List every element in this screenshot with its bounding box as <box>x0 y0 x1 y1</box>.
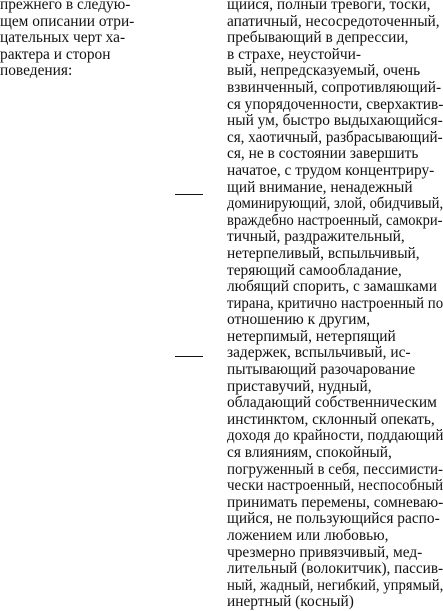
right-text-line: тирана, критично настроенный по <box>227 294 443 312</box>
right-column-text <box>227 0 443 611</box>
right-text-line: ся влияниям, спокойный, <box>227 444 392 462</box>
right-text-line: нетерпимый, нетерпящий <box>227 327 396 345</box>
section-dash-separator <box>175 194 203 195</box>
right-text-line: чрезмерно привязчивый, мед- <box>227 543 423 561</box>
right-text-line: начатое, с трудом концентриру- <box>227 161 435 179</box>
right-text-line: доходя до крайности, поддающий <box>227 427 443 445</box>
left-text-line: поведения: <box>0 62 73 80</box>
right-text-line: ся, не в состоянии завершить <box>227 145 419 163</box>
right-text-line: ный, жадный, негибкий, упрямый, <box>227 576 443 594</box>
right-text-line: принимать перемены, сомневаю- <box>227 493 443 511</box>
right-text-line: ся упорядоченности, сверхактив- <box>227 95 443 113</box>
left-column-text <box>0 0 185 80</box>
right-text-line: пытывающий разочарование <box>227 361 416 379</box>
right-text-line: щийся, не пользующийся распо- <box>227 510 440 528</box>
right-text-line: нетерпеливый, вспыльчивый, <box>227 244 420 262</box>
right-text-line: щий внимание, ненадежный <box>227 178 413 196</box>
right-text-line: приставучий, нудный, <box>227 377 372 395</box>
right-text-line: чески настроенный, неспособный <box>227 477 443 495</box>
right-text-line: лительный (волокитчик), пассив- <box>227 560 443 578</box>
right-text-line: ный ум, быстро выдыхающийся- <box>227 112 443 130</box>
left-text-line: прежнего в следую- <box>0 0 131 13</box>
right-text-line: доминирующий, злой, обидчивый, <box>227 195 443 213</box>
right-text-line: ложением или любовью, <box>227 527 389 544</box>
right-text-line: пребывающий в депрессии, <box>227 29 409 47</box>
right-text-line: отношению к другим, <box>227 311 371 329</box>
left-text-line: щем описании отри- <box>0 12 135 30</box>
left-text-line: цательных черт ха- <box>0 29 126 47</box>
right-text-line: задержек, вспыльчивый, ис- <box>227 344 411 362</box>
right-text-line: взвинченный, сопротивляющий- <box>227 78 442 96</box>
right-text-line: щийся, полный тревоги, тоски, <box>227 0 431 13</box>
left-text-line: рактера и сторон <box>0 45 111 63</box>
right-text-line: тичный, раздражительный, <box>227 228 405 246</box>
right-text-line: ся, хаотичный, разбрасывающий- <box>227 128 443 146</box>
right-text-line: апатичный, несосредоточенный, <box>227 12 440 30</box>
right-text-line: инстинктом, склонный опекать, <box>227 410 435 428</box>
right-text-line: вый, непредсказуемый, очень <box>227 62 421 80</box>
right-text-line: теряющий самообладание, <box>227 261 402 279</box>
right-text-line: обладающий собственническим <box>227 394 437 412</box>
right-text-line: погруженный в себя, пессимисти- <box>227 460 443 478</box>
right-text-line: в страхе, неустойчи- <box>227 45 361 63</box>
right-text-line: любящий спорить, с замашками <box>227 278 437 296</box>
right-text-line: враждебно настроенный, самокри- <box>227 211 443 229</box>
section-dash-separator <box>175 356 203 357</box>
right-text-line: инертный (косный) <box>227 593 354 611</box>
